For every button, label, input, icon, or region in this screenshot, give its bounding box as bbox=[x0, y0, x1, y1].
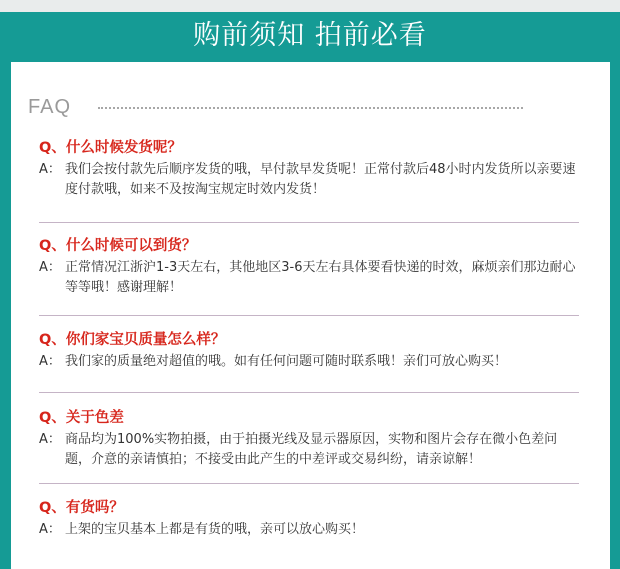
faq-separator bbox=[39, 222, 579, 223]
faq-separator bbox=[39, 315, 579, 316]
faq-answer bbox=[39, 430, 581, 470]
faq-answer bbox=[39, 520, 581, 540]
answer-prefix: A： bbox=[39, 260, 61, 275]
answer-prefix: A： bbox=[39, 162, 61, 177]
faq-item-arrival bbox=[39, 236, 581, 298]
faq-label: FAQ bbox=[28, 95, 72, 118]
answer-text: 正常情况江浙沪1-3天左右，其他地区3-6天左右具体要看快递的时效，麻烦亲们那边耐心等等哦！感谢理解！ bbox=[65, 260, 576, 295]
faq-item-shipping bbox=[39, 138, 581, 200]
faq-header bbox=[28, 94, 71, 120]
faq-item-quality bbox=[39, 330, 581, 372]
page-title: 购前须知 拍前必看 bbox=[193, 20, 427, 51]
faq-question: Q、关于色差 bbox=[39, 410, 124, 426]
answer-text: 我们会按付款先后顺序发货的哦，早付款早发货呢！正常付款后48小时内发货所以亲要速度付款哦，如来不及按淘宝规定时效内发货！ bbox=[65, 162, 576, 197]
faq-separator bbox=[39, 483, 579, 484]
faq-question: Q、你们家宝贝质量怎么样？ bbox=[39, 332, 226, 348]
faq-card bbox=[11, 62, 610, 569]
answer-prefix: A： bbox=[39, 432, 61, 447]
faq-dotted-rule bbox=[98, 107, 523, 109]
faq-question: Q、有货吗？ bbox=[39, 500, 124, 516]
faq-question: Q、什么时候可以到货？ bbox=[39, 238, 197, 254]
top-strip bbox=[0, 0, 620, 12]
answer-text: 商品均为100%实物拍摄，由于拍摄光线及显示器原因，实物和图片会存在微小色差问题，介意的亲请慎拍；不接受由此产生的中差评或交易纠纷，请亲谅解！ bbox=[65, 432, 558, 467]
faq-answer bbox=[39, 352, 581, 372]
faq-question: Q、什么时候发货呢？ bbox=[39, 140, 182, 156]
faq-answer bbox=[39, 160, 581, 200]
faq-separator bbox=[39, 392, 579, 393]
answer-prefix: A： bbox=[39, 522, 61, 537]
answer-text: 我们家的质量绝对超值的哦。如有任何问题可随时联系哦！亲们可放心购买！ bbox=[65, 354, 508, 369]
faq-item-color bbox=[39, 408, 581, 470]
answer-prefix: A： bbox=[39, 354, 61, 369]
answer-text: 上架的宝贝基本上都是有货的哦，亲可以放心购买！ bbox=[65, 522, 365, 537]
faq-answer bbox=[39, 258, 581, 298]
faq-item-stock bbox=[39, 498, 581, 540]
